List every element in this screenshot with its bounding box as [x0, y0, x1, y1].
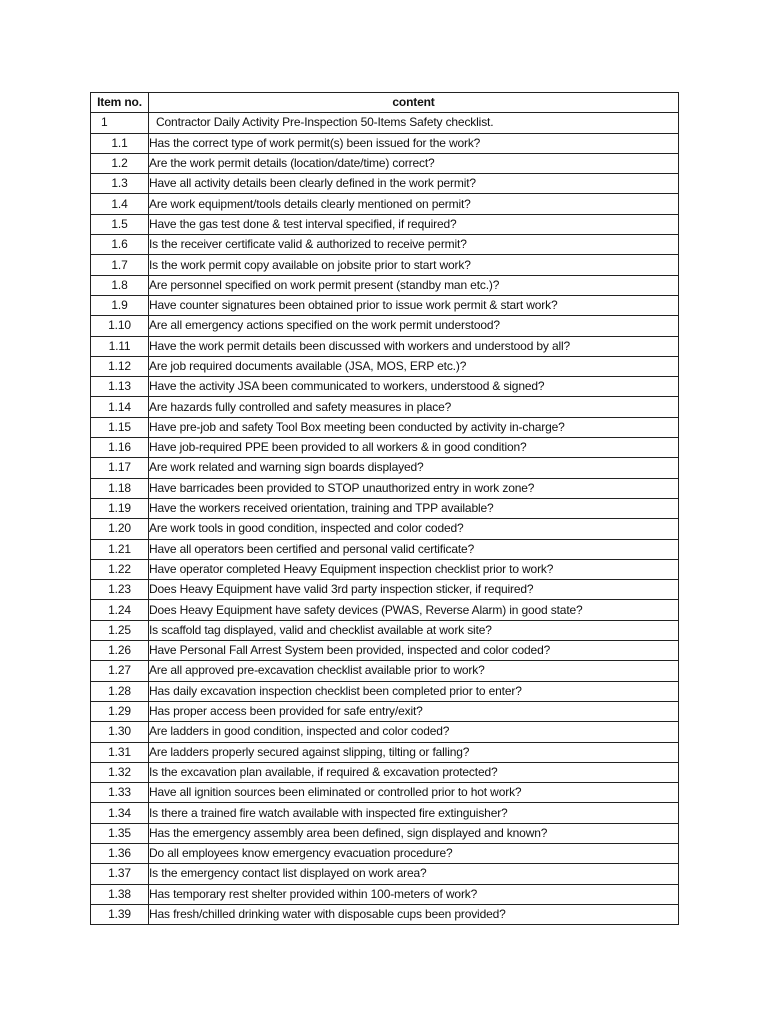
table-row	[91, 762, 679, 782]
content-cell: Does Heavy Equipment have valid 3rd party inspection sticker, if required?	[149, 580, 679, 600]
content-cell: Are job required documents available (JSA, MOS, ERP etc.)?	[149, 356, 679, 376]
content-cell: Have the activity JSA been communicated to workers, understood & signed?	[149, 377, 679, 397]
safety-checklist-table	[90, 92, 679, 925]
item-number-cell: 1.22	[91, 559, 149, 579]
content-cell: Are ladders properly secured against slipping, tilting or falling?	[149, 742, 679, 762]
table-row	[91, 235, 679, 255]
table-row	[91, 539, 679, 559]
table-row	[91, 742, 679, 762]
content-cell: Has proper access been provided for safe entry/exit?	[149, 701, 679, 721]
item-number-cell: 1.29	[91, 701, 149, 721]
content-cell: Are work related and warning sign boards displayed?	[149, 458, 679, 478]
table-row	[91, 864, 679, 884]
item-number-cell: 1.38	[91, 884, 149, 904]
content-cell: Are the work permit details (location/date/time) correct?	[149, 153, 679, 173]
item-number-cell: 1.9	[91, 295, 149, 315]
content-cell: Have operator completed Heavy Equipment inspection checklist prior to work?	[149, 559, 679, 579]
content-cell: Have pre-job and safety Tool Box meeting been conducted by activity in-charge?	[149, 417, 679, 437]
item-number-cell: 1.18	[91, 478, 149, 498]
content-cell: Have all ignition sources been eliminated or controlled prior to hot work?	[149, 783, 679, 803]
table-row	[91, 194, 679, 214]
content-cell: Are work tools in good condition, inspected and color coded?	[149, 519, 679, 539]
content-cell: Are all emergency actions specified on the work permit understood?	[149, 316, 679, 336]
item-number-cell: 1.11	[91, 336, 149, 356]
content-cell: Are work equipment/tools details clearly mentioned on permit?	[149, 194, 679, 214]
item-number-cell: 1.23	[91, 580, 149, 600]
table-row	[91, 661, 679, 681]
content-cell: Have all activity details been clearly defined in the work permit?	[149, 174, 679, 194]
item-number-cell: 1.25	[91, 620, 149, 640]
item-number-cell: 1.16	[91, 438, 149, 458]
table-row	[91, 843, 679, 863]
table-row	[91, 620, 679, 640]
content-cell: Have counter signatures been obtained prior to issue work permit & start work?	[149, 295, 679, 315]
content-cell: Is the work permit copy available on jobsite prior to start work?	[149, 255, 679, 275]
item-number-cell: 1.2	[91, 153, 149, 173]
table-row	[91, 275, 679, 295]
item-number-cell: 1.17	[91, 458, 149, 478]
item-number-cell: 1.5	[91, 214, 149, 234]
item-number-cell: 1.12	[91, 356, 149, 376]
table-row	[91, 580, 679, 600]
table-row	[91, 417, 679, 437]
content-cell: Has the correct type of work permit(s) been issued for the work?	[149, 133, 679, 153]
item-number-cell: 1.19	[91, 498, 149, 518]
item-number-cell: 1.13	[91, 377, 149, 397]
content-cell: Has fresh/chilled drinking water with disposable cups been provided?	[149, 904, 679, 924]
content-cell: Have Personal Fall Arrest System been provided, inspected and color coded?	[149, 641, 679, 661]
item-number-cell: 1.3	[91, 174, 149, 194]
item-number-cell: 1.20	[91, 519, 149, 539]
table-row	[91, 600, 679, 620]
content-cell: Have the work permit details been discussed with workers and understood by all?	[149, 336, 679, 356]
table-row	[91, 336, 679, 356]
item-number-cell: 1.35	[91, 823, 149, 843]
item-number-cell: 1.10	[91, 316, 149, 336]
content-cell: Have the gas test done & test interval specified, if required?	[149, 214, 679, 234]
item-number-cell: 1.7	[91, 255, 149, 275]
content-cell: Have barricades been provided to STOP unauthorized entry in work zone?	[149, 478, 679, 498]
content-cell: Does Heavy Equipment have safety devices (PWAS, Reverse Alarm) in good state?	[149, 600, 679, 620]
item-number-cell: 1.37	[91, 864, 149, 884]
item-number-cell: 1.32	[91, 762, 149, 782]
item-number-cell: 1.28	[91, 681, 149, 701]
table-row	[91, 904, 679, 924]
content-cell: Have the workers received orientation, training and TPP available?	[149, 498, 679, 518]
item-number-cell: 1.36	[91, 843, 149, 863]
content-header: content	[149, 93, 679, 113]
item-number-cell: 1.14	[91, 397, 149, 417]
table-row	[91, 438, 679, 458]
content-cell: Are all approved pre-excavation checklist available prior to work?	[149, 661, 679, 681]
content-cell: Is the emergency contact list displayed on work area?	[149, 864, 679, 884]
content-cell: Do all employees know emergency evacuation procedure?	[149, 843, 679, 863]
table-row	[91, 397, 679, 417]
content-cell: Is the receiver certificate valid & authorized to receive permit?	[149, 235, 679, 255]
table-row	[91, 823, 679, 843]
table-row	[91, 681, 679, 701]
table-row	[91, 783, 679, 803]
item-number-cell: 1.39	[91, 904, 149, 924]
table-row	[91, 214, 679, 234]
table-row	[91, 559, 679, 579]
item-number-cell: 1.33	[91, 783, 149, 803]
item-no-header: Item no.	[91, 93, 149, 113]
table-row	[91, 295, 679, 315]
item-number-cell: 1	[91, 113, 149, 133]
table-row	[91, 133, 679, 153]
item-number-cell: 1.31	[91, 742, 149, 762]
item-number-cell: 1.15	[91, 417, 149, 437]
item-number-cell: 1.4	[91, 194, 149, 214]
content-cell: Has temporary rest shelter provided within 100-meters of work?	[149, 884, 679, 904]
table-row	[91, 377, 679, 397]
table-row	[91, 356, 679, 376]
table-row	[91, 478, 679, 498]
item-number-cell: 1.34	[91, 803, 149, 823]
table-row	[91, 153, 679, 173]
content-cell: Contractor Daily Activity Pre-Inspection 50-Items Safety checklist.	[149, 113, 679, 133]
table-row	[91, 458, 679, 478]
content-cell: Is the excavation plan available, if required & excavation protected?	[149, 762, 679, 782]
item-number-cell: 1.26	[91, 641, 149, 661]
table-row	[91, 174, 679, 194]
content-cell: Are hazards fully controlled and safety measures in place?	[149, 397, 679, 417]
item-number-cell: 1.30	[91, 722, 149, 742]
content-cell: Have all operators been certified and personal valid certificate?	[149, 539, 679, 559]
table-row	[91, 803, 679, 823]
content-cell: Is there a trained fire watch available with inspected fire extinguisher?	[149, 803, 679, 823]
table-row	[91, 498, 679, 518]
content-cell: Have job-required PPE been provided to all workers & in good condition?	[149, 438, 679, 458]
content-cell: Has daily excavation inspection checklist been completed prior to enter?	[149, 681, 679, 701]
content-cell: Is scaffold tag displayed, valid and checklist available at work site?	[149, 620, 679, 640]
table-row	[91, 641, 679, 661]
table-row	[91, 722, 679, 742]
table-row	[91, 519, 679, 539]
table-header	[91, 93, 679, 113]
table-row	[91, 255, 679, 275]
table-row	[91, 701, 679, 721]
table-body	[91, 113, 679, 925]
table-row	[91, 884, 679, 904]
content-cell: Are ladders in good condition, inspected and color coded?	[149, 722, 679, 742]
item-number-cell: 1.6	[91, 235, 149, 255]
content-cell: Are personnel specified on work permit present (standby man etc.)?	[149, 275, 679, 295]
table-row	[91, 113, 679, 133]
table-row	[91, 316, 679, 336]
item-number-cell: 1.27	[91, 661, 149, 681]
header-row	[91, 93, 679, 113]
item-number-cell: 1.24	[91, 600, 149, 620]
item-number-cell: 1.8	[91, 275, 149, 295]
item-number-cell: 1.21	[91, 539, 149, 559]
item-number-cell: 1.1	[91, 133, 149, 153]
content-cell: Has the emergency assembly area been defined, sign displayed and known?	[149, 823, 679, 843]
